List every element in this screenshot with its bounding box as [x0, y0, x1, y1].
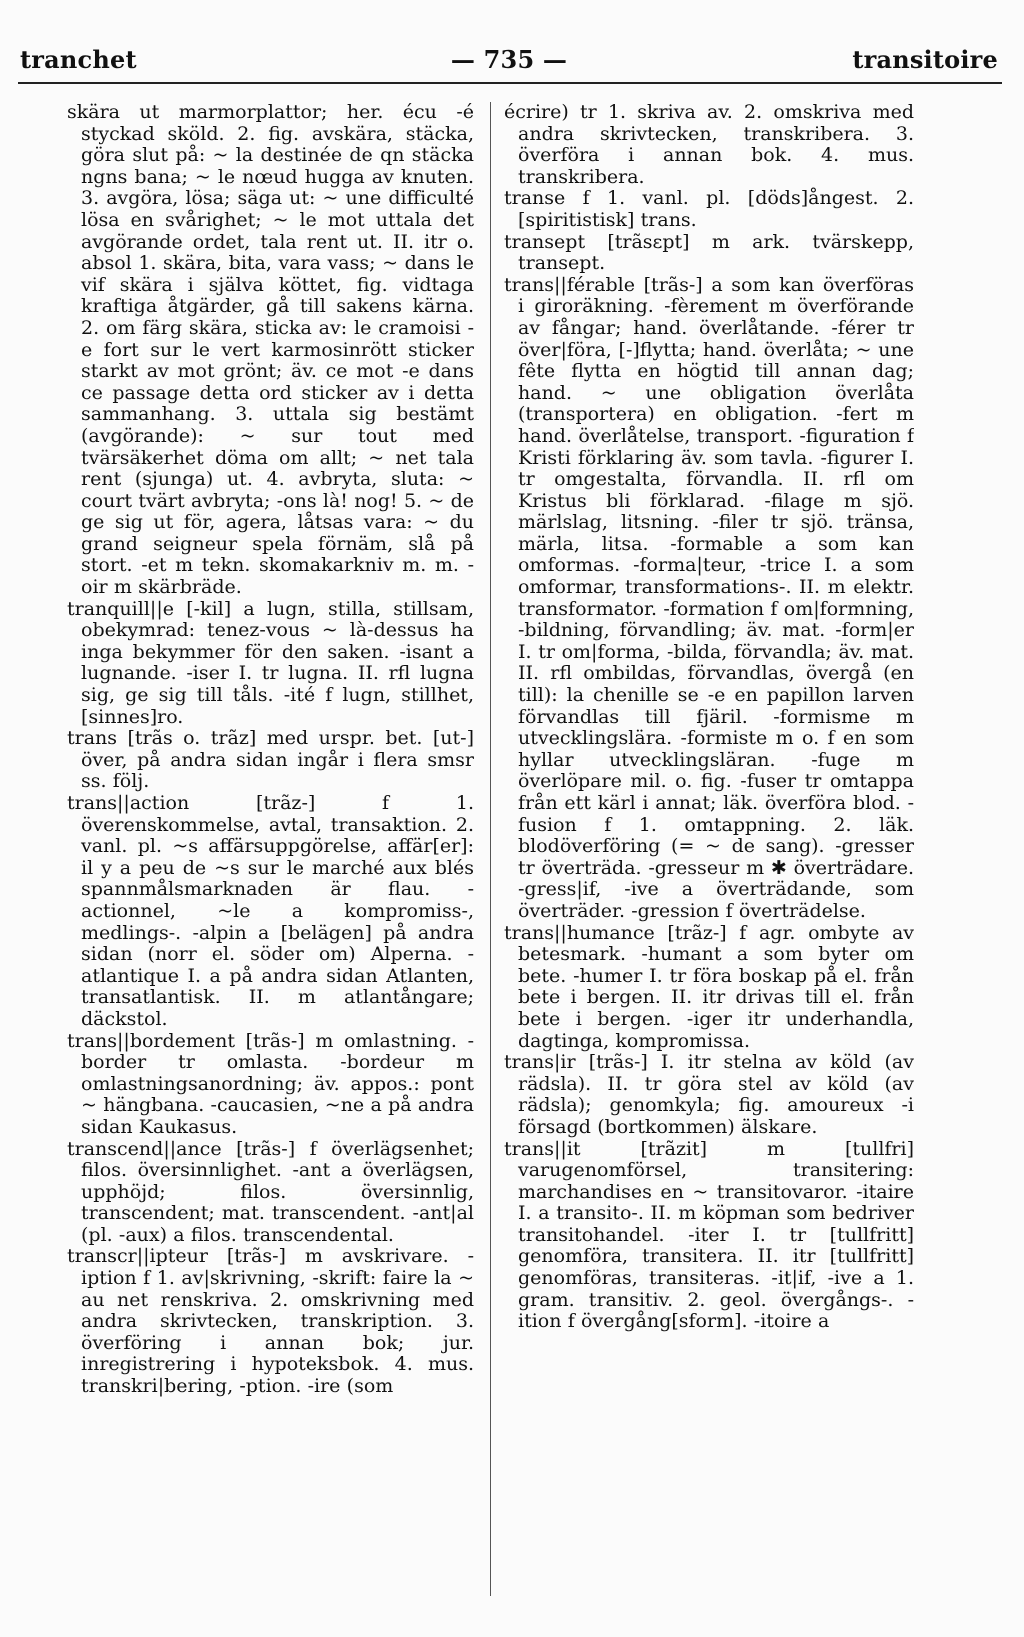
header-right-word: transitoire	[852, 45, 998, 74]
right-entry-2: transe f 1. vanl. pl. [döds]ångest. 2. [spiritistisk] trans.	[504, 187, 914, 231]
right-entry-1: écrire) tr 1. skriva av. 2. omskriva med andra skrivtecken, transkribera. 3. överföra i annan bok. 4. mus. transkribera.	[504, 102, 914, 188]
left-entry-7: transcr||ipteur [trãs-] m avskrivare. -iption f 1. av|skrivning, -skrift: faire la ~ au net renskriva. 2. omskrivning med andra skrivtecken, transkription. 3. överföring i annan bok; jur. inregistrering i hypoteksbok. 4. mus. transkri|bering, -ption. -ire (som	[67, 1245, 474, 1398]
right-column	[504, 102, 914, 1612]
left-entry-4: trans||action [trãz-] f 1. överenskommelse, avtal, transaktion. 2. vanl. pl. ~s affärsuppgörelse, affär[er]: il y a peu de ~s sur le marché aux blés spannmålsmarknaden är flau. -actionnel, ~le a kompromiss-, medlings-. -alpin a [belägen] på andra sidan (norr el. söder om) Alperna. -atlantique I. a på andra sidan Atlanten, transatlantisk. II. m atlantångare; däckstol.	[67, 792, 474, 1030]
right-entry-3: transept [trãsɛpt] m ark. tvärskepp, transept.	[504, 230, 914, 275]
right-entry-5: trans||humance [trãz-] f agr. ombyte av betesmark. -humant a som byter om bete. -humer I. tr föra boskap på el. från bete i bergen. II. itr drivas till el. från bete i bergen. -iger itr underhandla, dagtinga, kompromissa.	[504, 921, 914, 1052]
left-entry-2: tranquill||e [-kil] a lugn, stilla, stillsam, obekymrad: tenez-vous ~ là-dessus ha inga bekymmer för den saken. -isant a lugnande. -iser I. tr lugna. II. rfl lugna sig, ge sig till tåls. -ité f lugn, stillhet, [sinnes]ro.	[67, 597, 474, 728]
left-column	[67, 102, 474, 1612]
right-entry-6: trans|ir [trãs-] I. itr stelna av köld (av rädsla). II. tr göra stel av köld (av rädsla); genomkyla; fig. amoureux -i försagd (bortkommen) älskare.	[504, 1051, 914, 1138]
header-rule	[18, 82, 1002, 84]
page-header	[20, 44, 998, 76]
column-divider	[490, 102, 491, 1596]
page-number: — 735 —	[450, 45, 568, 74]
left-entry-5: trans||bordement [trãs-] m omlastning. -border tr omlasta. -bordeur m omlastningsanordning; äv. appos.: pont ~ hängbana. -caucasien, ~ne a på andra sidan Kaukasus.	[67, 1029, 474, 1138]
left-entry-6: transcend||ance [trãs-] f överlägsenhet; filos. översinnlighet. -ant a överlägsen, upphöjd; filos. översinnlig, transcendent; mat. transcendent. -ant|al (pl. -aux) a filos. transcendental.	[67, 1137, 474, 1246]
left-entry-3: trans [trãs o. trãz] med urspr. bet. [ut-] över, på andra sidan ingår i flera smsr ss. följ.	[67, 727, 474, 793]
right-entry-4: trans||férable [trãs-] a som kan överföras i giroräkning. -fèrement m överförande av fångar; hand. överlåtande. -férer tr över|föra, [-]flytta; hand. överlåta; ~ une fête flytta en högtid till annan dag; hand. ~ une obligation överlåta (transportera) en obligation. -fert m hand. överlåtelse, transport. -figuration f Kristi förklaring äv. som tavla. -figurer I. tr omgestalta, förvandla. II. rfl om Kristus bli förklarad. -filage m sjö. märlslag, litsning. -filer tr sjö. tränsa, märla, litsa. -formable a som kan omformas. -forma|teur, -trice I. a som omformar, transformations-. II. m elektr. transformator. -formation f om|formning, -bildning, förvandling; äv. mat. -form|er I. tr om|forma, -bilda, förvandla; äv. mat. II. rfl ombildas, förvandlas, övergå (en till): la chenille se -e en papillon larven förvandlas till fjäril. -formisme m utvecklingslära. -formiste m o. f en som hyllar utvecklingsläran. -fuge m överlöpare mil. o. fig. -fuser tr omtappa från ett kärl i annat; läk. överföra blod. -fusion f 1. omtappning. 2. läk. blodöverföring (= ~ de sang). -gresser tr överträda. -gresseur m ✱ överträdare. -gress|if, -ive a överträdande, som överträder. -gression f överträdelse.	[504, 273, 914, 922]
header-left-word: tranchet	[20, 45, 137, 74]
right-entry-7: trans||it [trãzit] m [tullfri] varugenomförsel, transitering: marchandises en ~ transitovaror. -itaire I. a transito-. II. m köpman som bedriver transitohandel. -iter I. tr [tullfritt] genomföra, transitera. II. itr [tullfritt] genomföras, transiteras. -it|if, -ive a 1. gram. transitiv. 2. geol. övergångs-. -ition f övergång[sform]. -itoire a	[504, 1137, 914, 1333]
left-entry-1: skära ut marmorplattor; her. écu -é styckad sköld. 2. fig. avskära, stäcka, göra slut på: ~ la destinée de qn stäcka ngns bana; ~ le nœud hugga av knuten. 3. avgöra, lösa; säga ut: ~ une difficulté lösa en svårighet; ~ le mot uttala det avgörande ordet, tala rent ut. II. itr o. absol 1. skära, bita, vara vass; ~ dans le vif skära i själva köttet, fig. vidtaga kraftiga åtgärder, gå till sakens kärna. 2. om färg skära, sticka av: le cramoisi -e fort sur le vert karmosinrött sticker starkt av mot grönt; äv. ce mot -e dans ce passage detta ord sticker av i detta sammanhang. 3. uttala sig bestämt (avgörande): ~ sur tout med tvärsäkerhet döma om allt; ~ net tala rent (sjunga) ut. 4. avbryta, sluta: ~ court tvärt avbryta; -ons là! nog! 5. ~ de ge sig ut för, agera, låtsas vara: ~ du grand seigneur spela förnäm, slå på stort. -et m tekn. skomakarkniv m. m. -oir m skärbräde.	[67, 102, 474, 599]
